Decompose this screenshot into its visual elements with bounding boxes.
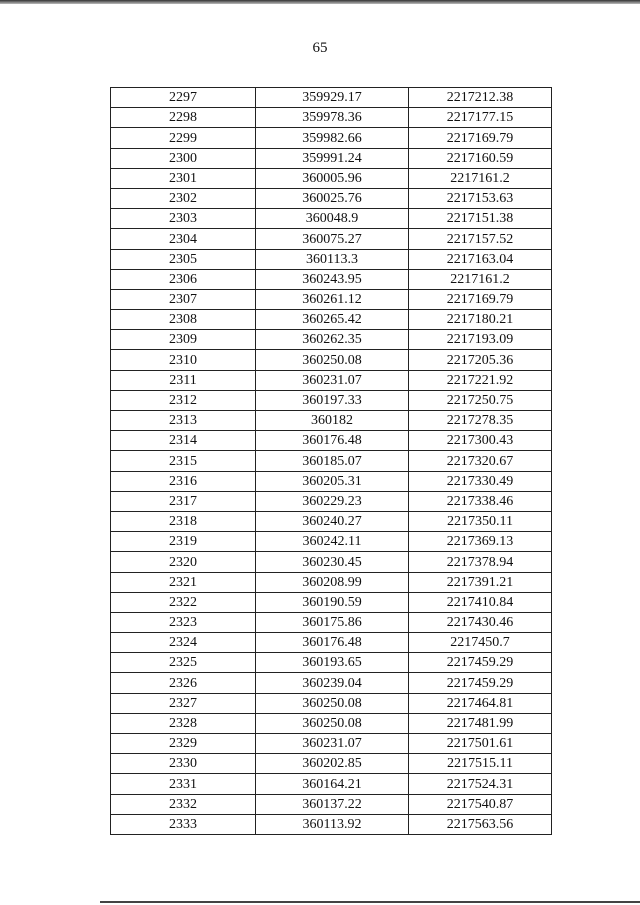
point-id-cell: 2332 <box>111 794 256 814</box>
y-coordinate-cell: 2217169.79 <box>409 128 552 148</box>
point-id-cell: 2303 <box>111 209 256 229</box>
table-row <box>111 451 552 471</box>
y-coordinate-cell: 2217450.7 <box>409 633 552 653</box>
table-row <box>111 713 552 733</box>
point-id-cell: 2313 <box>111 411 256 431</box>
point-id-cell: 2297 <box>111 88 256 108</box>
point-id-cell: 2301 <box>111 168 256 188</box>
y-coordinate-cell: 2217300.43 <box>409 431 552 451</box>
x-coordinate-cell: 360075.27 <box>256 229 409 249</box>
table-row <box>111 754 552 774</box>
point-id-cell: 2322 <box>111 592 256 612</box>
table-row <box>111 310 552 330</box>
x-coordinate-cell: 360193.65 <box>256 653 409 673</box>
y-coordinate-cell: 2217459.29 <box>409 673 552 693</box>
point-id-cell: 2331 <box>111 774 256 794</box>
y-coordinate-cell: 2217410.84 <box>409 592 552 612</box>
y-coordinate-cell: 2217250.75 <box>409 390 552 410</box>
y-coordinate-cell: 2217160.59 <box>409 148 552 168</box>
x-coordinate-cell: 360185.07 <box>256 451 409 471</box>
x-coordinate-cell: 360005.96 <box>256 168 409 188</box>
table-row <box>111 552 552 572</box>
page-number: 65 <box>312 40 328 56</box>
y-coordinate-cell: 2217221.92 <box>409 370 552 390</box>
point-id-cell: 2319 <box>111 532 256 552</box>
x-coordinate-cell: 360202.85 <box>256 754 409 774</box>
point-id-cell: 2329 <box>111 734 256 754</box>
point-id-cell: 2326 <box>111 673 256 693</box>
y-coordinate-cell: 2217369.13 <box>409 532 552 552</box>
table-row <box>111 511 552 531</box>
x-coordinate-cell: 360239.04 <box>256 673 409 693</box>
y-coordinate-cell: 2217515.11 <box>409 754 552 774</box>
x-coordinate-cell: 360231.07 <box>256 734 409 754</box>
table-row <box>111 390 552 410</box>
x-coordinate-cell: 360243.95 <box>256 269 409 289</box>
x-coordinate-cell: 359978.36 <box>256 108 409 128</box>
table-row <box>111 633 552 653</box>
coordinate-table <box>110 87 552 835</box>
y-coordinate-cell: 2217153.63 <box>409 188 552 208</box>
point-id-cell: 2328 <box>111 713 256 733</box>
point-id-cell: 2321 <box>111 572 256 592</box>
point-id-cell: 2306 <box>111 269 256 289</box>
table-row <box>111 471 552 491</box>
y-coordinate-cell: 2217151.38 <box>409 209 552 229</box>
table-row <box>111 88 552 108</box>
point-id-cell: 2327 <box>111 693 256 713</box>
y-coordinate-cell: 2217378.94 <box>409 552 552 572</box>
table-row <box>111 592 552 612</box>
point-id-cell: 2308 <box>111 310 256 330</box>
table-row <box>111 128 552 148</box>
x-coordinate-cell: 359929.17 <box>256 88 409 108</box>
table-row <box>111 532 552 552</box>
x-coordinate-cell: 360229.23 <box>256 491 409 511</box>
y-coordinate-cell: 2217338.46 <box>409 491 552 511</box>
point-id-cell: 2320 <box>111 552 256 572</box>
table-row <box>111 350 552 370</box>
y-coordinate-cell: 2217464.81 <box>409 693 552 713</box>
table-row <box>111 653 552 673</box>
y-coordinate-cell: 2217501.61 <box>409 734 552 754</box>
table-row <box>111 693 552 713</box>
table-row <box>111 229 552 249</box>
point-id-cell: 2323 <box>111 612 256 632</box>
x-coordinate-cell: 359982.66 <box>256 128 409 148</box>
coordinate-table-body <box>111 88 552 835</box>
table-row <box>111 108 552 128</box>
point-id-cell: 2333 <box>111 814 256 834</box>
x-coordinate-cell: 360208.99 <box>256 572 409 592</box>
point-id-cell: 2315 <box>111 451 256 471</box>
point-id-cell: 2300 <box>111 148 256 168</box>
x-coordinate-cell: 360262.35 <box>256 330 409 350</box>
x-coordinate-cell: 360261.12 <box>256 289 409 309</box>
y-coordinate-cell: 2217157.52 <box>409 229 552 249</box>
x-coordinate-cell: 360113.92 <box>256 814 409 834</box>
point-id-cell: 2307 <box>111 289 256 309</box>
table-row <box>111 411 552 431</box>
point-id-cell: 2318 <box>111 511 256 531</box>
y-coordinate-cell: 2217563.56 <box>409 814 552 834</box>
x-coordinate-cell: 360242.11 <box>256 532 409 552</box>
y-coordinate-cell: 2217278.35 <box>409 411 552 431</box>
table-row <box>111 814 552 834</box>
y-coordinate-cell: 2217163.04 <box>409 249 552 269</box>
table-row <box>111 572 552 592</box>
table-row <box>111 370 552 390</box>
y-coordinate-cell: 2217212.38 <box>409 88 552 108</box>
x-coordinate-cell: 360176.48 <box>256 431 409 451</box>
x-coordinate-cell: 360250.08 <box>256 713 409 733</box>
x-coordinate-cell: 360240.27 <box>256 511 409 531</box>
y-coordinate-cell: 2217430.46 <box>409 612 552 632</box>
table-row <box>111 431 552 451</box>
table-row <box>111 612 552 632</box>
x-coordinate-cell: 360265.42 <box>256 310 409 330</box>
scan-bottom-edge <box>100 901 640 903</box>
y-coordinate-cell: 2217177.15 <box>409 108 552 128</box>
x-coordinate-cell: 360190.59 <box>256 592 409 612</box>
x-coordinate-cell: 360205.31 <box>256 471 409 491</box>
table-row <box>111 330 552 350</box>
x-coordinate-cell: 360176.48 <box>256 633 409 653</box>
x-coordinate-cell: 360182 <box>256 411 409 431</box>
y-coordinate-cell: 2217161.2 <box>409 269 552 289</box>
scan-top-edge <box>0 0 640 4</box>
y-coordinate-cell: 2217391.21 <box>409 572 552 592</box>
x-coordinate-cell: 360197.33 <box>256 390 409 410</box>
point-id-cell: 2325 <box>111 653 256 673</box>
point-id-cell: 2314 <box>111 431 256 451</box>
table-row <box>111 794 552 814</box>
point-id-cell: 2317 <box>111 491 256 511</box>
table-row <box>111 269 552 289</box>
point-id-cell: 2311 <box>111 370 256 390</box>
point-id-cell: 2316 <box>111 471 256 491</box>
y-coordinate-cell: 2217320.67 <box>409 451 552 471</box>
table-row <box>111 491 552 511</box>
point-id-cell: 2312 <box>111 390 256 410</box>
y-coordinate-cell: 2217330.49 <box>409 471 552 491</box>
y-coordinate-cell: 2217205.36 <box>409 350 552 370</box>
y-coordinate-cell: 2217161.2 <box>409 168 552 188</box>
table-row <box>111 249 552 269</box>
table-row <box>111 289 552 309</box>
y-coordinate-cell: 2217459.29 <box>409 653 552 673</box>
point-id-cell: 2309 <box>111 330 256 350</box>
x-coordinate-cell: 360025.76 <box>256 188 409 208</box>
x-coordinate-cell: 360113.3 <box>256 249 409 269</box>
x-coordinate-cell: 360164.21 <box>256 774 409 794</box>
x-coordinate-cell: 360230.45 <box>256 552 409 572</box>
x-coordinate-cell: 360231.07 <box>256 370 409 390</box>
x-coordinate-cell: 360175.86 <box>256 612 409 632</box>
point-id-cell: 2305 <box>111 249 256 269</box>
x-coordinate-cell: 360250.08 <box>256 693 409 713</box>
point-id-cell: 2330 <box>111 754 256 774</box>
y-coordinate-cell: 2217350.11 <box>409 511 552 531</box>
y-coordinate-cell: 2217169.79 <box>409 289 552 309</box>
y-coordinate-cell: 2217481.99 <box>409 713 552 733</box>
x-coordinate-cell: 359991.24 <box>256 148 409 168</box>
x-coordinate-cell: 360048.9 <box>256 209 409 229</box>
point-id-cell: 2310 <box>111 350 256 370</box>
table-row <box>111 209 552 229</box>
y-coordinate-cell: 2217193.09 <box>409 330 552 350</box>
table-row <box>111 673 552 693</box>
table-row <box>111 734 552 754</box>
x-coordinate-cell: 360137.22 <box>256 794 409 814</box>
y-coordinate-cell: 2217524.31 <box>409 774 552 794</box>
point-id-cell: 2298 <box>111 108 256 128</box>
table-row <box>111 148 552 168</box>
point-id-cell: 2299 <box>111 128 256 148</box>
point-id-cell: 2324 <box>111 633 256 653</box>
x-coordinate-cell: 360250.08 <box>256 350 409 370</box>
table-row <box>111 774 552 794</box>
table-row <box>111 188 552 208</box>
y-coordinate-cell: 2217180.21 <box>409 310 552 330</box>
y-coordinate-cell: 2217540.87 <box>409 794 552 814</box>
point-id-cell: 2302 <box>111 188 256 208</box>
point-id-cell: 2304 <box>111 229 256 249</box>
table-row <box>111 168 552 188</box>
